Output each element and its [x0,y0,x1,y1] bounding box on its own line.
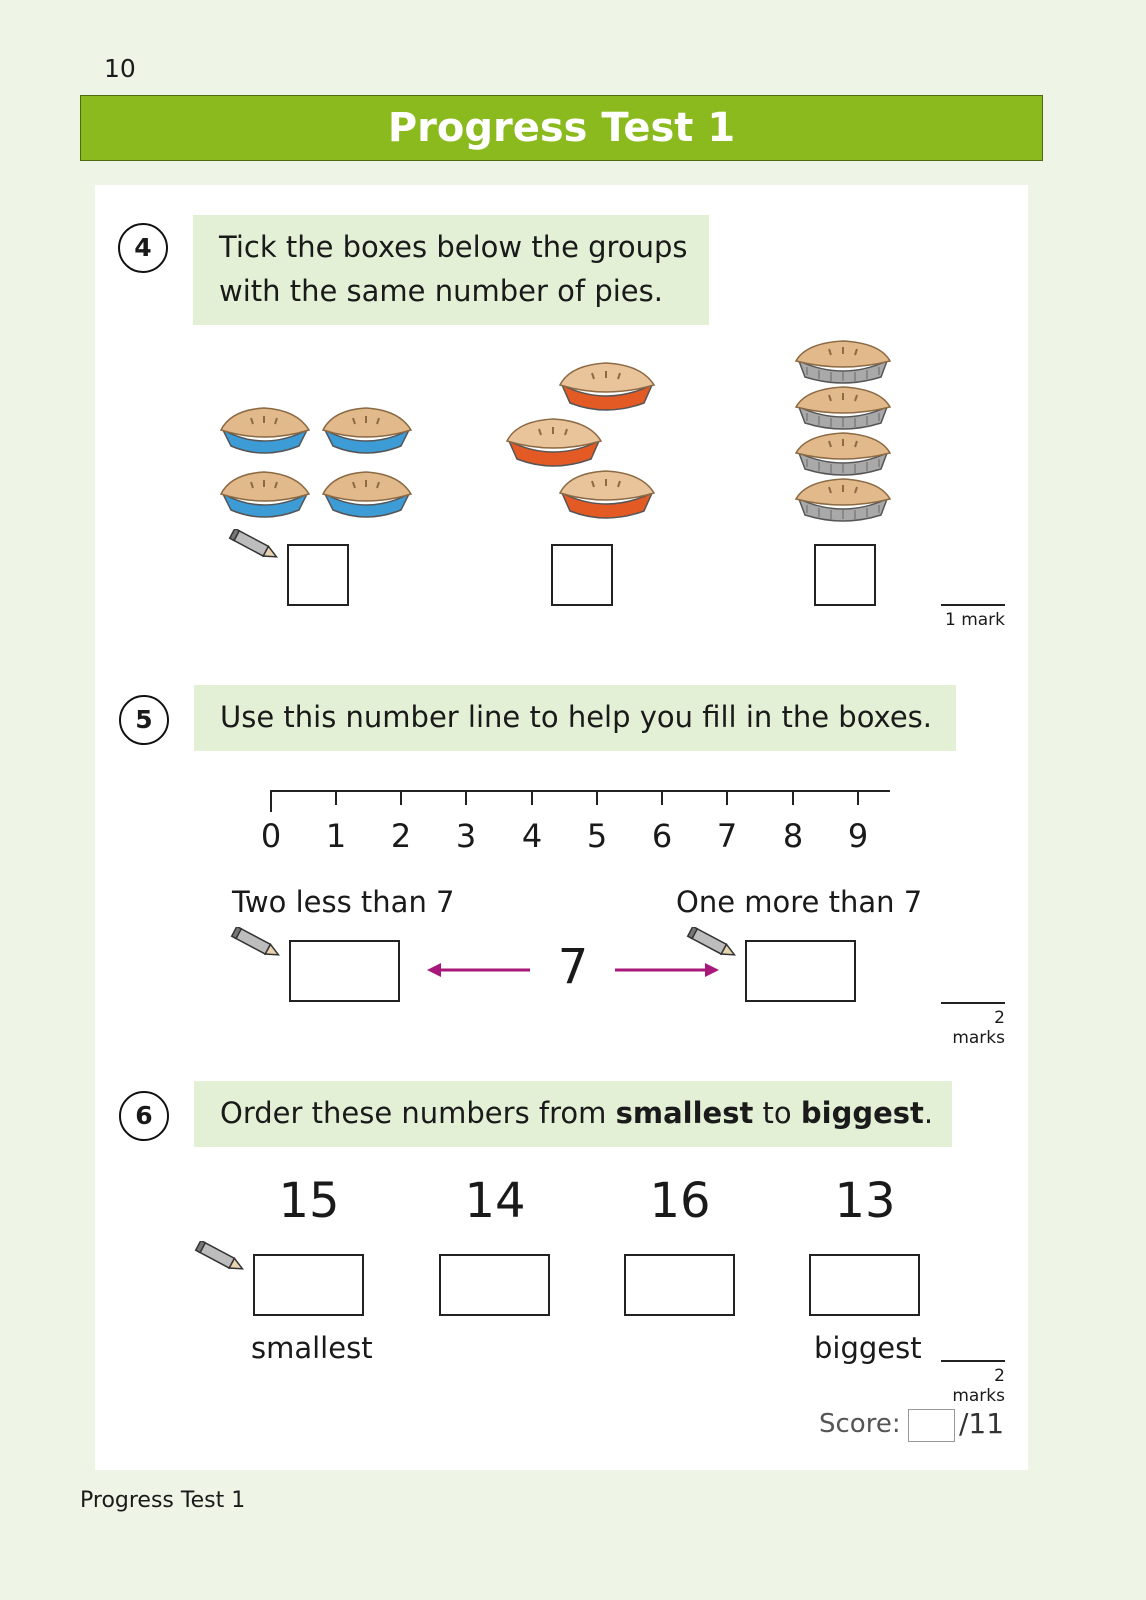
number-line-tick [792,790,794,805]
instruction-line-2: with the same number of pies. [219,274,663,308]
question-number-6: 6 [119,1091,169,1141]
number-line-label: 6 [651,817,673,855]
smallest-label: smallest [251,1331,373,1365]
marks-q6: 2 marks [941,1360,1005,1406]
question-card [95,185,1028,1470]
order-answer-box-1[interactable] [253,1254,364,1316]
tick-box-group-3[interactable] [814,544,876,606]
two-less-answer-box[interactable] [289,940,400,1002]
arrow-left-icon [425,959,533,981]
score-input-box[interactable] [908,1409,955,1442]
order-number: 13 [834,1173,896,1229]
pencil-icon [229,927,285,961]
number-line-tick [465,790,467,805]
tick-box-group-2[interactable] [551,544,613,606]
number-line-label: 3 [455,817,477,855]
instruction-line-1: Tick the boxes below the groups [219,230,688,264]
number-line-tick [531,790,533,805]
pie-group-four-grey-stacked [791,335,901,525]
number-line-label: 2 [390,817,412,855]
biggest-label: biggest [814,1331,922,1365]
pencil-icon [685,927,741,961]
footer-title: Progress Test 1 [80,1488,246,1513]
number-line-label: 0 [260,817,282,855]
score-label: Score: [819,1409,901,1439]
two-less-label: Two less than 7 [232,885,455,919]
number-line-label: 9 [847,817,869,855]
number-line-tick [270,790,272,812]
biggest-emphasis: biggest [800,1096,924,1130]
order-number: 16 [649,1173,711,1229]
order-number: 15 [278,1173,340,1229]
order-number: 14 [464,1173,526,1229]
pie-group-four-blue [213,400,423,530]
page-title-banner: Progress Test 1 [80,95,1043,161]
question-6-instruction [194,1081,952,1147]
number-line-tick [661,790,663,805]
question-number-5: 5 [119,695,169,745]
number-line-label: 7 [716,817,738,855]
question-5-instruction: Use this number line to help you fill in the boxes. [194,685,956,751]
order-answer-box-4[interactable] [809,1254,920,1316]
instruction-text: . [923,1096,934,1130]
number-line-label: 1 [325,817,347,855]
question-4-instruction [193,215,709,325]
order-answer-box-3[interactable] [624,1254,735,1316]
score-total: /11 [959,1407,1005,1440]
pencil-icon [227,529,283,563]
number-line-tick [726,790,728,805]
number-line-label: 4 [521,817,543,855]
tick-box-group-1[interactable] [287,544,349,606]
number-line-tick [335,790,337,805]
question-number-4: 4 [118,223,168,273]
arrow-right-icon [613,959,721,981]
number-line [270,790,890,792]
smallest-emphasis: smallest [615,1096,754,1130]
number-line-tick [400,790,402,805]
one-more-label: One more than 7 [676,885,923,919]
instruction-text: to [753,1096,801,1130]
marks-q5: 2 marks [941,1002,1005,1048]
center-number: 7 [557,939,589,995]
number-line-tick [596,790,598,805]
order-answer-box-2[interactable] [439,1254,550,1316]
pie-group-three-red [503,355,663,525]
number-line-label: 8 [782,817,804,855]
page-number: 10 [104,54,136,83]
one-more-answer-box[interactable] [745,940,856,1002]
pencil-icon [193,1241,249,1275]
marks-q4: 1 mark [941,604,1005,630]
number-line-tick [857,790,859,805]
number-line-label: 5 [586,817,608,855]
instruction-text: Order these numbers from [220,1096,616,1130]
